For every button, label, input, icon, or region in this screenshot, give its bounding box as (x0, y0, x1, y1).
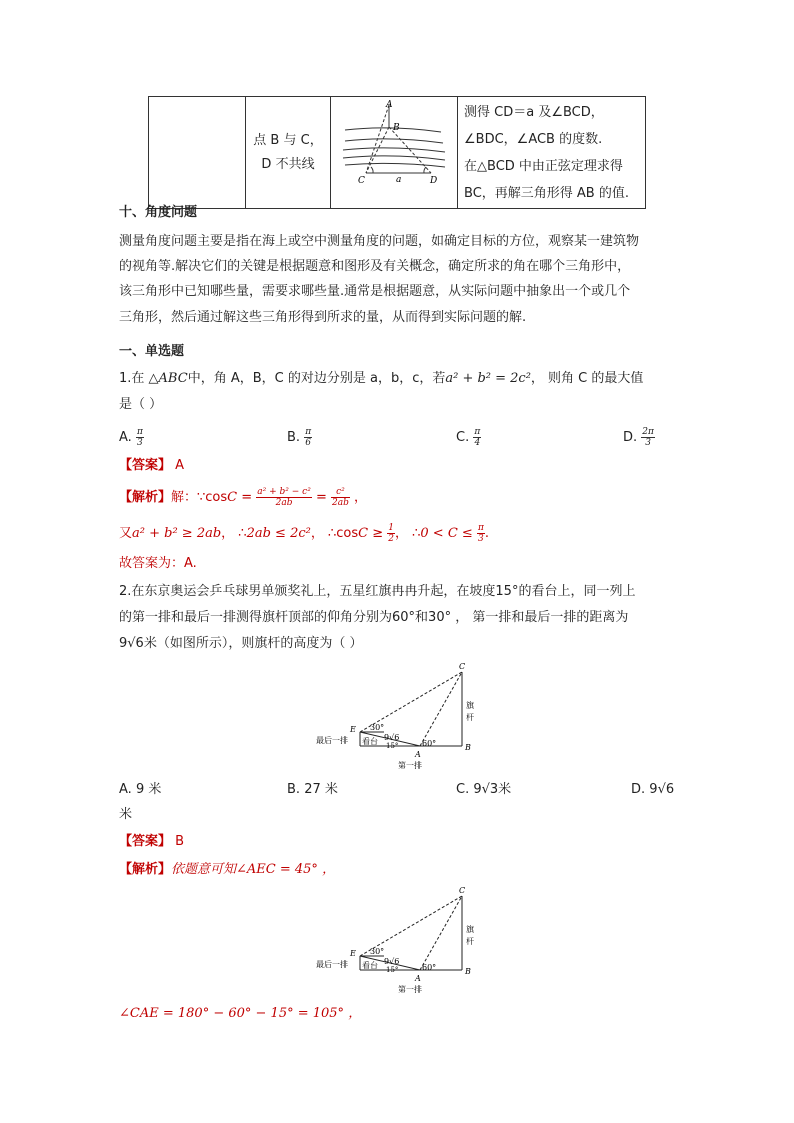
q1-analysis-line-2 (119, 523, 489, 544)
fig1-pole-2: 杆 (466, 713, 474, 722)
answer-value: B (175, 834, 185, 849)
fig1-dist: 9√6 (384, 733, 400, 742)
answer-tag: 【答案】 (119, 834, 172, 849)
q1-stem-line-2: 是（ ） (119, 397, 163, 412)
section-paragraph-line-3: 该三角形中已知哪些量，需要求哪些量.通常是根据题意，从实际问题中抽象出一个或几个 (119, 284, 631, 299)
pi-numerator: π (477, 523, 484, 533)
line2-therefore-2: ， ∴ (394, 526, 421, 541)
q2-option-d[interactable] (631, 780, 674, 800)
section-heading: 十、角度问题 (119, 205, 198, 220)
river-figure (331, 97, 457, 204)
part-title: 一、单选题 (119, 344, 185, 359)
fig1-stand: 看台 (362, 737, 378, 746)
option-label: A. (119, 430, 132, 445)
fig-label-a: A (386, 100, 393, 110)
condition-line-1: 点 B 与 C， (253, 132, 323, 148)
option-label: D. (631, 782, 646, 797)
fig1-first-row: 第一排 (398, 761, 422, 770)
fig-label-d: D (430, 176, 438, 186)
fig1-angle-60: 60° (422, 739, 437, 748)
option-label: C. (456, 430, 470, 445)
fig2-pole-1: 旗 (466, 925, 474, 934)
option-numerator: π (305, 427, 312, 437)
q2-stem-line-1: 2.在东京奥运会乒乓球男单颁奖礼上，五星红旗冉冉升起，在坡度15°的看台上，同一列上 (119, 584, 636, 599)
line2-therefore-cos: ， ∴cos (310, 526, 359, 541)
q1-option-b[interactable] (287, 427, 312, 448)
analysis-tag: 【解析】 (119, 490, 172, 505)
section-paragraph-line-1: 测量角度问题主要是指在海上或空中测量角度的问题，如确定目标的方位，观察某一建筑物 (119, 234, 640, 249)
frac1-numerator: a² + b² − c² (257, 487, 311, 497)
fig2-stand: 看台 (362, 961, 378, 970)
answer-tag: 【答案】 (119, 458, 172, 473)
method-table (148, 96, 646, 209)
fig2-last-row: 最后一排 (316, 960, 348, 969)
option-value: 9√6 (649, 782, 675, 797)
option-denominator: 3 (137, 438, 143, 448)
q2-option-a[interactable] (119, 780, 161, 800)
line2-dot: . (484, 526, 489, 541)
option-label: C. (456, 782, 470, 797)
q1-option-a[interactable] (119, 427, 144, 448)
table-cell-figure (331, 97, 458, 209)
fig2-label-c: C (459, 886, 466, 895)
line2-therefore-1: ， ∴ (221, 526, 247, 541)
q2-final-equation: ∠CAE = 180° − 60° − 15° = 105° ， (119, 1006, 362, 1021)
method-line-1: 测得 CD＝a 及∠BCD， (464, 104, 604, 120)
flagpole-figure-2 (312, 884, 502, 1000)
q2-analysis (119, 860, 335, 880)
analysis-cos: 解：∵cos (171, 490, 228, 505)
frac2-denominator: 2ab (332, 498, 349, 508)
fig-label-c: C (358, 176, 365, 186)
fig1-label-c: C (459, 662, 466, 671)
table-cell-condition (246, 97, 331, 209)
pi-denominator: 3 (478, 534, 484, 544)
q1-stem-prefix: 1.在 △ (119, 371, 159, 386)
q1-stem-equation: a² + b² = 2c² (445, 371, 531, 386)
q2-answer (119, 832, 184, 852)
line2-c: C (358, 526, 369, 541)
section-paragraph-line-2: 的视角等.解决它们的关键是根据题意和图形及有关概念，确定所求的角在哪个三角形中， (119, 259, 631, 274)
frac2-numerator: c² (331, 487, 350, 498)
section-paragraph-line-4: 三角形，然后通过解这些三角形得到所求的量，从而得到实际问题的解. (119, 310, 527, 325)
q2-option-d-continued: 米 (119, 807, 133, 822)
analysis-tag: 【解析】 (119, 862, 172, 877)
q2-option-c[interactable] (456, 780, 511, 800)
fig-label-a-small: a (396, 175, 402, 185)
line2-ge: ≥ (368, 526, 388, 541)
condition-line-2: D 不共线 (261, 156, 315, 172)
fig1-angle-30: 30° (370, 723, 385, 732)
option-denominator: 6 (305, 438, 312, 448)
answer-value: A (175, 458, 185, 473)
analysis-c: C (227, 490, 238, 505)
table-cell-method (458, 97, 646, 209)
analysis-text: 依题意可知∠AEC = 45° ， (171, 862, 336, 877)
fig1-label-b: B (465, 743, 471, 752)
option-value: 9√3米 (473, 782, 512, 797)
option-label: A. (119, 782, 132, 797)
method-line-3: 在△BCD 中由正弦定理求得 (464, 158, 623, 174)
half-denominator: 2 (388, 534, 394, 544)
option-numerator: π (136, 427, 143, 437)
q1-stem-middle: 中，角 A，B，C 的对边分别是 a，b，c，若 (187, 371, 446, 386)
fig1-last-row: 最后一排 (316, 736, 348, 745)
fig-label-b: B (393, 123, 400, 133)
fig2-angle-30: 30° (370, 947, 385, 956)
method-line-2: ∠BDC，∠ACB 的度数. (464, 131, 603, 147)
fig2-angle-15: 15° (386, 966, 399, 974)
option-denominator: 3 (645, 438, 651, 448)
fig1-angle-15: 15° (386, 742, 399, 750)
analysis-comma: ， (354, 490, 368, 505)
line2-you: 又 (119, 526, 133, 541)
fig1-label-a: A (415, 750, 421, 759)
line2-eq3: 0 < C ≤ (420, 526, 477, 541)
q1-option-d[interactable] (623, 427, 655, 448)
q1-stem-line-1 (119, 369, 643, 389)
q1-option-c[interactable] (456, 427, 481, 448)
frac1-denominator: 2ab (275, 498, 293, 508)
q1-conclusion: 故答案为：A. (119, 556, 197, 571)
q1-analysis-line-1: 【解析】解：∵cosC = $\frac{\text{a² + b² − c²}}{2ab}$ = $\frac{\text{c²}}{2ab}$ ， (119, 487, 368, 508)
line2-eq1: a² + b² ≥ 2ab (132, 526, 222, 541)
fig2-label-b: B (465, 967, 471, 976)
fig2-label-e: E (350, 949, 356, 958)
option-numerator: π (474, 427, 481, 437)
flagpole-figure-1 (312, 660, 502, 776)
q1-stem-triangle: ABC (158, 371, 188, 386)
q2-stem-line-2: 的第一排和最后一排测得旗杆顶部的仰角分别为60°和30° ， 第一排和最后一排的距离为 (119, 610, 629, 625)
option-label: B. (287, 782, 301, 797)
method-line-4: BC，再解三角形得 AB 的值. (464, 185, 629, 201)
option-label: B. (287, 430, 301, 445)
fig1-pole-1: 旗 (466, 701, 474, 710)
fig2-angle-60: 60° (422, 963, 437, 972)
option-denominator: 4 (474, 438, 481, 448)
fig2-first-row: 第一排 (398, 985, 422, 994)
q2-stem-line-3: 9√6米（如图所示），则旗杆的高度为（ ） (119, 636, 363, 651)
fig2-label-a: A (415, 974, 421, 983)
half-numerator: 1 (388, 523, 394, 533)
fig2-dist: 9√6 (384, 957, 400, 966)
q1-stem-suffix: ， 则角 C 的最大值 (530, 371, 644, 386)
option-value: 9 米 (135, 782, 162, 797)
line2-eq2: 2ab ≤ 2c² (246, 526, 311, 541)
option-value: 27 米 (304, 782, 338, 797)
option-numerator: 2π (642, 427, 654, 437)
fig2-pole-2: 杆 (466, 937, 474, 946)
table-cell-empty (149, 97, 246, 209)
q2-option-b[interactable] (287, 780, 338, 800)
option-label: D. (623, 430, 638, 445)
fig1-label-e: E (350, 725, 356, 734)
q1-answer (119, 456, 184, 476)
